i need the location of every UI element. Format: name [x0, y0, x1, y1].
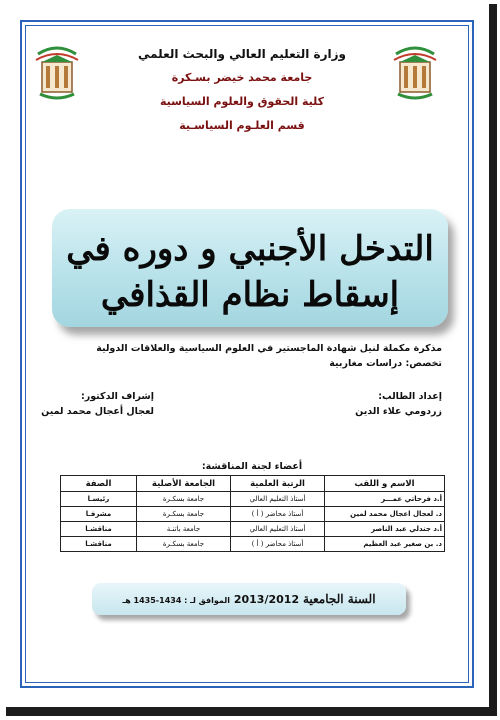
header-university: الجامعة الأصلية [137, 476, 231, 492]
member-rank: أستاذ محاضر ( أ ) [231, 507, 325, 522]
academic-year-label: السنة الجامعية [302, 592, 376, 606]
supervisor-name: لعجال أعجال محمد لمين [41, 406, 154, 417]
academic-year-hijri: الموافق لـ : 1434-1435 هـ [122, 596, 230, 605]
academic-year-gregorian: 2013/2012 [233, 593, 300, 606]
faculty-name: كلية الحقوق والعلوم السياسية [159, 95, 325, 108]
student-label: إعداد الطالب: [378, 391, 442, 402]
member-university: جامعة بسكـرة [137, 492, 231, 507]
table-row [61, 522, 445, 537]
university-name: جامعة محمد خيضر بسـكرة [171, 71, 313, 84]
member-name: د. لعجال اعجال محمد لمين [325, 507, 445, 522]
supervisor-label: إشراف الدكتور: [80, 391, 154, 402]
university-logo-left [32, 40, 82, 102]
member-role: رئيسـا [61, 492, 137, 507]
table-row [61, 492, 445, 507]
document-page [2, 2, 488, 706]
member-rank: أستاذ التعليم العالي [231, 492, 325, 507]
department-name: قسم العلـوم السياسـية [179, 119, 305, 132]
degree-description: مذكرة مكملة لنيل شهادة الماجستير في العلوم السياسية والعلاقات الدولية [96, 343, 442, 354]
ministry-name: وزارة التعليم العالي والبحث العلمي [137, 47, 347, 61]
table-header-row [61, 476, 445, 492]
student-name: زردومي علاء الدين [355, 406, 442, 417]
header-rank: الرتبة العلمية [231, 476, 325, 492]
thesis-title-line2: إسقاط نظام القذافي [100, 275, 400, 315]
member-role: مناقشـا [61, 522, 137, 537]
page-shadow-right [489, 4, 497, 716]
member-university: جامعة بسكـرة [137, 537, 231, 552]
member-rank: أستاذ التعليم العالي [231, 522, 325, 537]
table-row [61, 537, 445, 552]
member-rank: أستاذ محاضر ( أ ) [231, 537, 325, 552]
page-shadow-bottom [6, 707, 497, 716]
member-name: د. بن صغير عبد العظيم [325, 537, 445, 552]
thesis-title-box [52, 209, 448, 327]
header-role: الصفة [61, 476, 137, 492]
member-name: أ.د فرحاتي عمـــر [325, 492, 445, 507]
member-name: أ.د جندلي عبد الناصر [325, 522, 445, 537]
member-role: مناقشـا [61, 537, 137, 552]
thesis-title-line1: التدخل الأجنبي و دوره في [66, 229, 434, 269]
member-university: جامعة باتنـة [137, 522, 231, 537]
specialization: تخصص: دراسات مغاربية [329, 358, 442, 369]
committee-table [60, 475, 445, 552]
committee-heading: أعضاء لجنة المناقشة: [201, 461, 303, 472]
university-logo-right [390, 40, 440, 102]
member-role: مشرفـا [61, 507, 137, 522]
header-name: الاسم و اللقب [325, 476, 445, 492]
academic-year-box [92, 583, 406, 615]
table-row [61, 507, 445, 522]
member-university: جامعة بسكـرة [137, 507, 231, 522]
